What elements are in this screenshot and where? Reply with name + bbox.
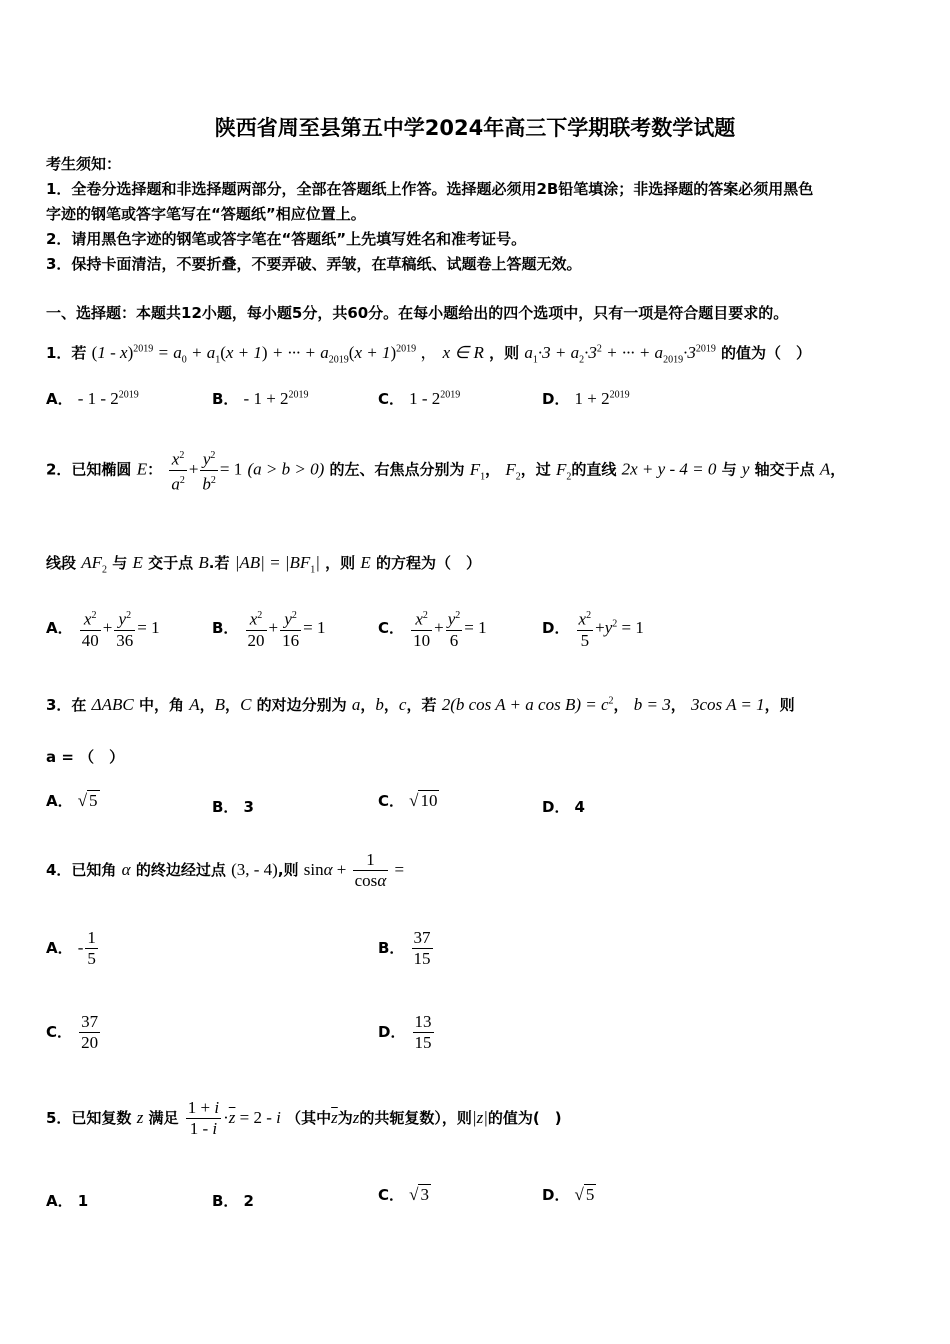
- q2-option-b: B． $\frac{x^2}{20}$ + $\frac{y^2}{16}$ = 1: [212, 606, 325, 651]
- q2-option-a: A． $\frac{x^2}{40}$ + $\frac{y^2}{36}$ = 1: [46, 606, 160, 651]
- question-5: 5．已知复数 z 满足 $\frac{1 + i}{1 - i}$ $\cdot\overline{z} = 2 - i$ （其中$\overline{z}$为z的共轭复数），则|z|的值为( ): [46, 1098, 562, 1138]
- q1-option-b: B． - $1 + 2^{2019}$: [212, 389, 309, 408]
- q4-option-b: B． $\frac{37}{15}$: [378, 928, 431, 968]
- q5-option-d: D． √ 5: [542, 1185, 595, 1204]
- page-title: 陕西省周至县第五中学2024年高三下学期联考数学试题: [214, 116, 736, 140]
- q1-option-a: A． - $1 - 2^{2019}$: [46, 389, 139, 408]
- notice-heading: 考生须知：: [46, 155, 122, 173]
- q3-option-a: A． √ 5: [46, 791, 98, 810]
- q1-option-c: C． $1 - 2^{2019}$: [378, 389, 461, 408]
- q5-option-c: C． √ 3: [378, 1185, 429, 1204]
- question-1: 1．若 $(1 - x)^{2019} = a_0 + a_1(x + 1)$ + ··· + $a_{2019}(x + 1)^{2019}$ ， x ∈ R ，则 $a_1\cdot 3 + a_2\cdot 3^2$ + ··· + $a_{2019}\cdot 3^{2019}$ 的值为（ ）: [46, 343, 812, 366]
- question-2-line-2: 线段 $AF_2$ 与 E 交于点 B.若 $|AB| = |BF_1|$ ，则 E 的方程为（ ）: [46, 553, 482, 576]
- question-3-line-1: 3．在 ΔABC 中，角 A，B，C 的对边分别为 a，b，c，若 2(b cos A + a $\cos B) = c^2$， b = 3， 3cos A = 1，则: [46, 695, 795, 714]
- question-3-line-2: a = （ ）: [46, 748, 125, 766]
- q1-mid: ，则: [489, 344, 520, 362]
- section-heading: 一、选择题：本题共12小题，每小题5分，共60分。在每小题给出的四个选项中，只有一项是符合题目要求的。: [46, 304, 789, 322]
- q1-suffix: 的值为（ ）: [721, 344, 812, 362]
- q3-option-d: D． 4: [542, 798, 585, 816]
- q2-option-d: D． $\frac{x^2}{5}$ $+y^2 = 1$: [542, 606, 644, 651]
- q1-expression-2: $a_1\cdot 3 + a_2\cdot 3^2$ + ··· + $a_{2019}\cdot 3^{2019}$: [524, 343, 716, 366]
- q3-option-c: C． √ 10: [378, 791, 438, 810]
- q1-expression: $(1 - x)^{2019} = a_0 + a_1(x + 1)$ + ··· + $a_{2019}(x + 1)^{2019}$: [91, 343, 417, 366]
- question-4: 4．已知角 α 的终边经过点 (3, - 4),则 sinα + $\frac{1}{\cos\alpha}$ =: [46, 850, 405, 890]
- q1-answer-b: - $1 + 2^{2019}$: [243, 389, 309, 408]
- q1-prefix: 1．若: [46, 344, 87, 362]
- q4-option-a: A． - $\frac{1}{5}$: [46, 928, 96, 968]
- q5-option-a: A． 1: [46, 1192, 89, 1210]
- notice-line-2: 2．请用黑色字迹的钢笔或答字笔在“答题纸”上先填写姓名和准考证号。: [46, 230, 527, 248]
- q1-answer-c: $1 - 2^{2019}$: [409, 389, 461, 408]
- q1-condition: x ∈ R: [442, 343, 484, 362]
- notice-line-1a: 1．全卷分选择题和非选择题两部分，全部在答题纸上作答。选择题必须用2B铅笔填涂；非选择题的答案必须用黑色: [46, 180, 814, 198]
- q1-option-d: D． $1 + 2^{2019}$: [542, 389, 630, 408]
- q5-option-b: B． 2: [212, 1192, 254, 1210]
- q1-answer-d: $1 + 2^{2019}$: [574, 389, 630, 408]
- q4-option-d: D． $\frac{13}{15}$: [378, 1012, 432, 1052]
- q3-option-b: B． 3: [212, 798, 254, 816]
- question-2-line-1: 2．已知椭圆 E： $\frac{x^2}{a^2}$ + $\frac{y^2}{b^2}$ = 1 (a > b > 0) 的左、右焦点分别为 $F_1$， $F_2$，过 $F_2$的直线 2x + y - 4 = 0 与 y 轴交于点 A，: [46, 446, 845, 494]
- q2-option-c: C． $\frac{x^2}{10}$ + $\frac{y^2}{6}$ = 1: [378, 606, 487, 651]
- q4-option-c: C． $\frac{37}{20}$: [46, 1012, 99, 1052]
- notice-line-1b: 字迹的钢笔或答字笔写在“答题纸”相应位置上。: [46, 205, 366, 223]
- notice-line-3: 3．保持卡面清洁，不要折叠，不要弄破、弄皱，在草稿纸、试题卷上答题无效。: [46, 255, 582, 273]
- q1-answer-a: - $1 - 2^{2019}$: [77, 389, 139, 408]
